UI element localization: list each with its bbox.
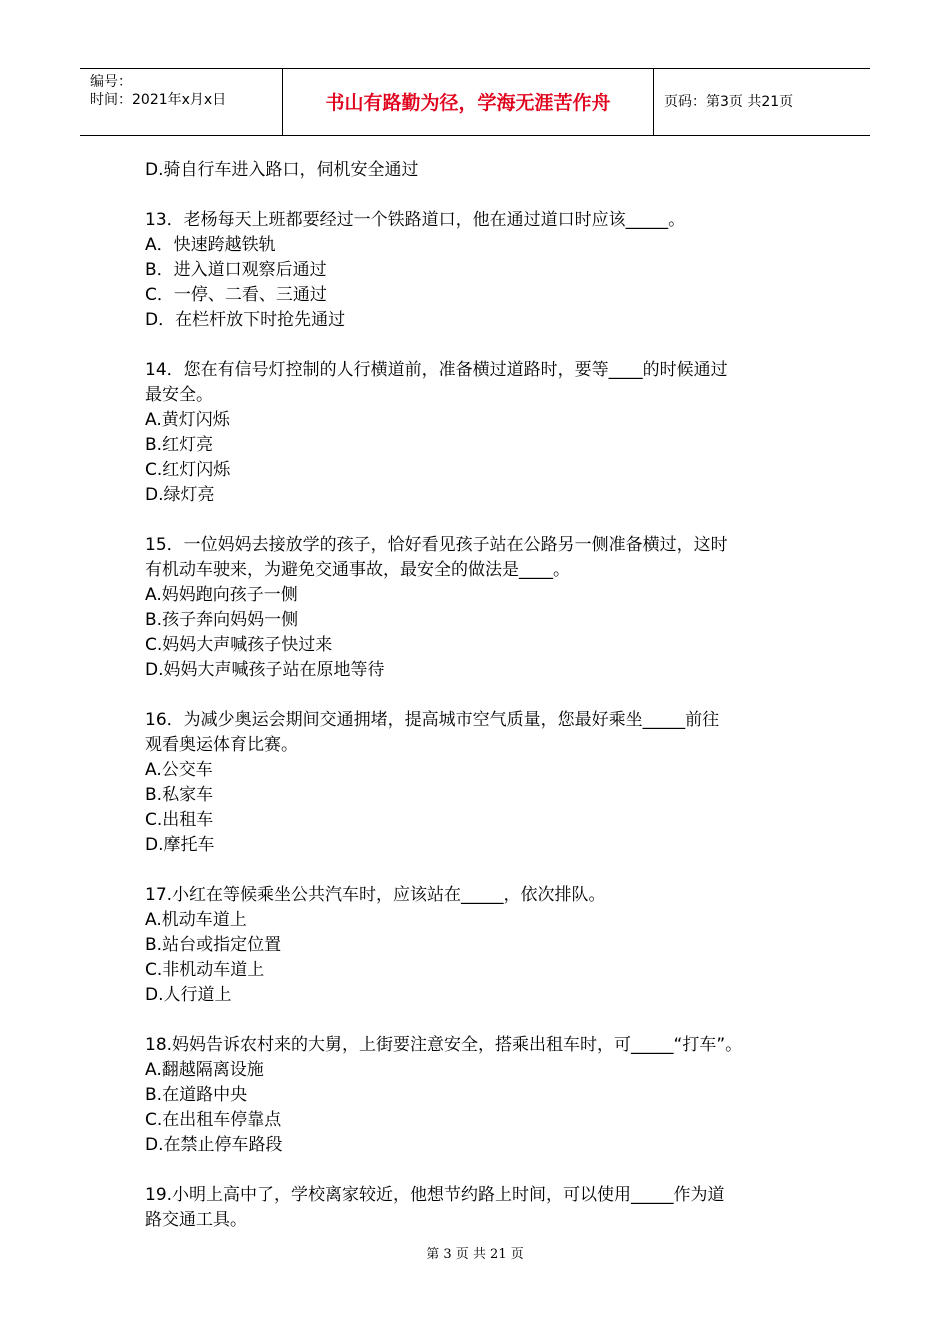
header-page-cell (654, 69, 870, 135)
paragraph-gap (145, 333, 825, 358)
text-line: C.红灯闪烁 (145, 460, 231, 480)
text-line: C．一停、二看、三通过 (145, 285, 327, 305)
text-line: D.在禁止停车路段 (145, 1135, 283, 1155)
text-line: 18.妈妈告诉农村来的大舅，上街要注意安全，搭乘出租车时，可_____“打车”。 (145, 1035, 743, 1055)
text-line: D.妈妈大声喊孩子站在原地等待 (145, 660, 385, 680)
text-line: D.骑自行车进入路口，伺机安全通过 (145, 160, 419, 180)
paragraph-gap (145, 858, 825, 883)
text-line: A.公交车 (145, 760, 213, 780)
header-meta-cell (80, 69, 282, 135)
text-line: B.私家车 (145, 785, 214, 805)
text-line: D．在栏杆放下时抢先通过 (145, 310, 346, 330)
motto: 书山有路勤为径，学海无涯苦作舟 (325, 92, 611, 114)
text-line: C.妈妈大声喊孩子快过来 (145, 635, 333, 655)
header-page-info: 页码：第3页 共21页 (664, 94, 794, 110)
text-line: D.绿灯亮 (145, 485, 215, 505)
text-line: C.出租车 (145, 810, 214, 830)
text-line: 19.小明上高中了，学校离家较近，他想节约路上时间，可以使用_____作为道 (145, 1185, 725, 1205)
text-line: A.翻越隔离设施 (145, 1060, 264, 1080)
paragraph-gap (145, 683, 825, 708)
text-line: 路交通工具。 (145, 1210, 247, 1230)
text-line: B.在道路中央 (145, 1085, 248, 1105)
serial-label: 编号： (90, 74, 132, 90)
text-line: 有机动车驶来，为避免交通事故，最安全的做法是____。 (145, 560, 570, 580)
paragraph-gap (145, 508, 825, 533)
text-line: C.在出租车停靠点 (145, 1110, 282, 1130)
text-line: B.站台或指定位置 (145, 935, 282, 955)
text-line: A.妈妈跑向孩子一侧 (145, 585, 298, 605)
paragraph-gap (145, 183, 825, 208)
time-label: 时间：2021年x月x日 (90, 92, 227, 108)
text-line: 17.小红在等候乘坐公共汽车时，应该站在_____，依次排队。 (145, 885, 606, 905)
text-line: 观看奥运体育比赛。 (145, 735, 298, 755)
text-line: A.机动车道上 (145, 910, 247, 930)
text-line: 15．一位妈妈去接放学的孩子，恰好看见孩子站在公路另一侧准备横过，这时 (145, 535, 728, 555)
text-line: A.黄灯闪烁 (145, 410, 230, 430)
text-line: B．进入道口观察后通过 (145, 260, 327, 280)
text-line: C.非机动车道上 (145, 960, 265, 980)
text-line: B.孩子奔向妈妈一侧 (145, 610, 299, 630)
paragraph-gap (145, 1008, 825, 1033)
header-motto-cell (282, 69, 654, 135)
text-line: D.人行道上 (145, 985, 232, 1005)
text-line: 14．您在有信号灯控制的人行横道前，准备横过道路时，要等____的时候通过 (145, 360, 728, 380)
text-line: D.摩托车 (145, 835, 215, 855)
paragraph-gap (145, 1158, 825, 1183)
text-line: 最安全。 (145, 385, 213, 405)
text-line: 16．为减少奥运会期间交通拥堵，提高城市空气质量，您最好乘坐_____前往 (145, 710, 720, 730)
page-footer: 第 3 页 共 21 页 (426, 1247, 524, 1262)
page-header (80, 68, 870, 136)
document-body (145, 158, 825, 1233)
text-line: B.红灯亮 (145, 435, 214, 455)
text-line: 13．老杨每天上班都要经过一个铁路道口，他在通过道口时应该_____。 (145, 210, 686, 230)
text-line: A．快速跨越铁轨 (145, 235, 276, 255)
